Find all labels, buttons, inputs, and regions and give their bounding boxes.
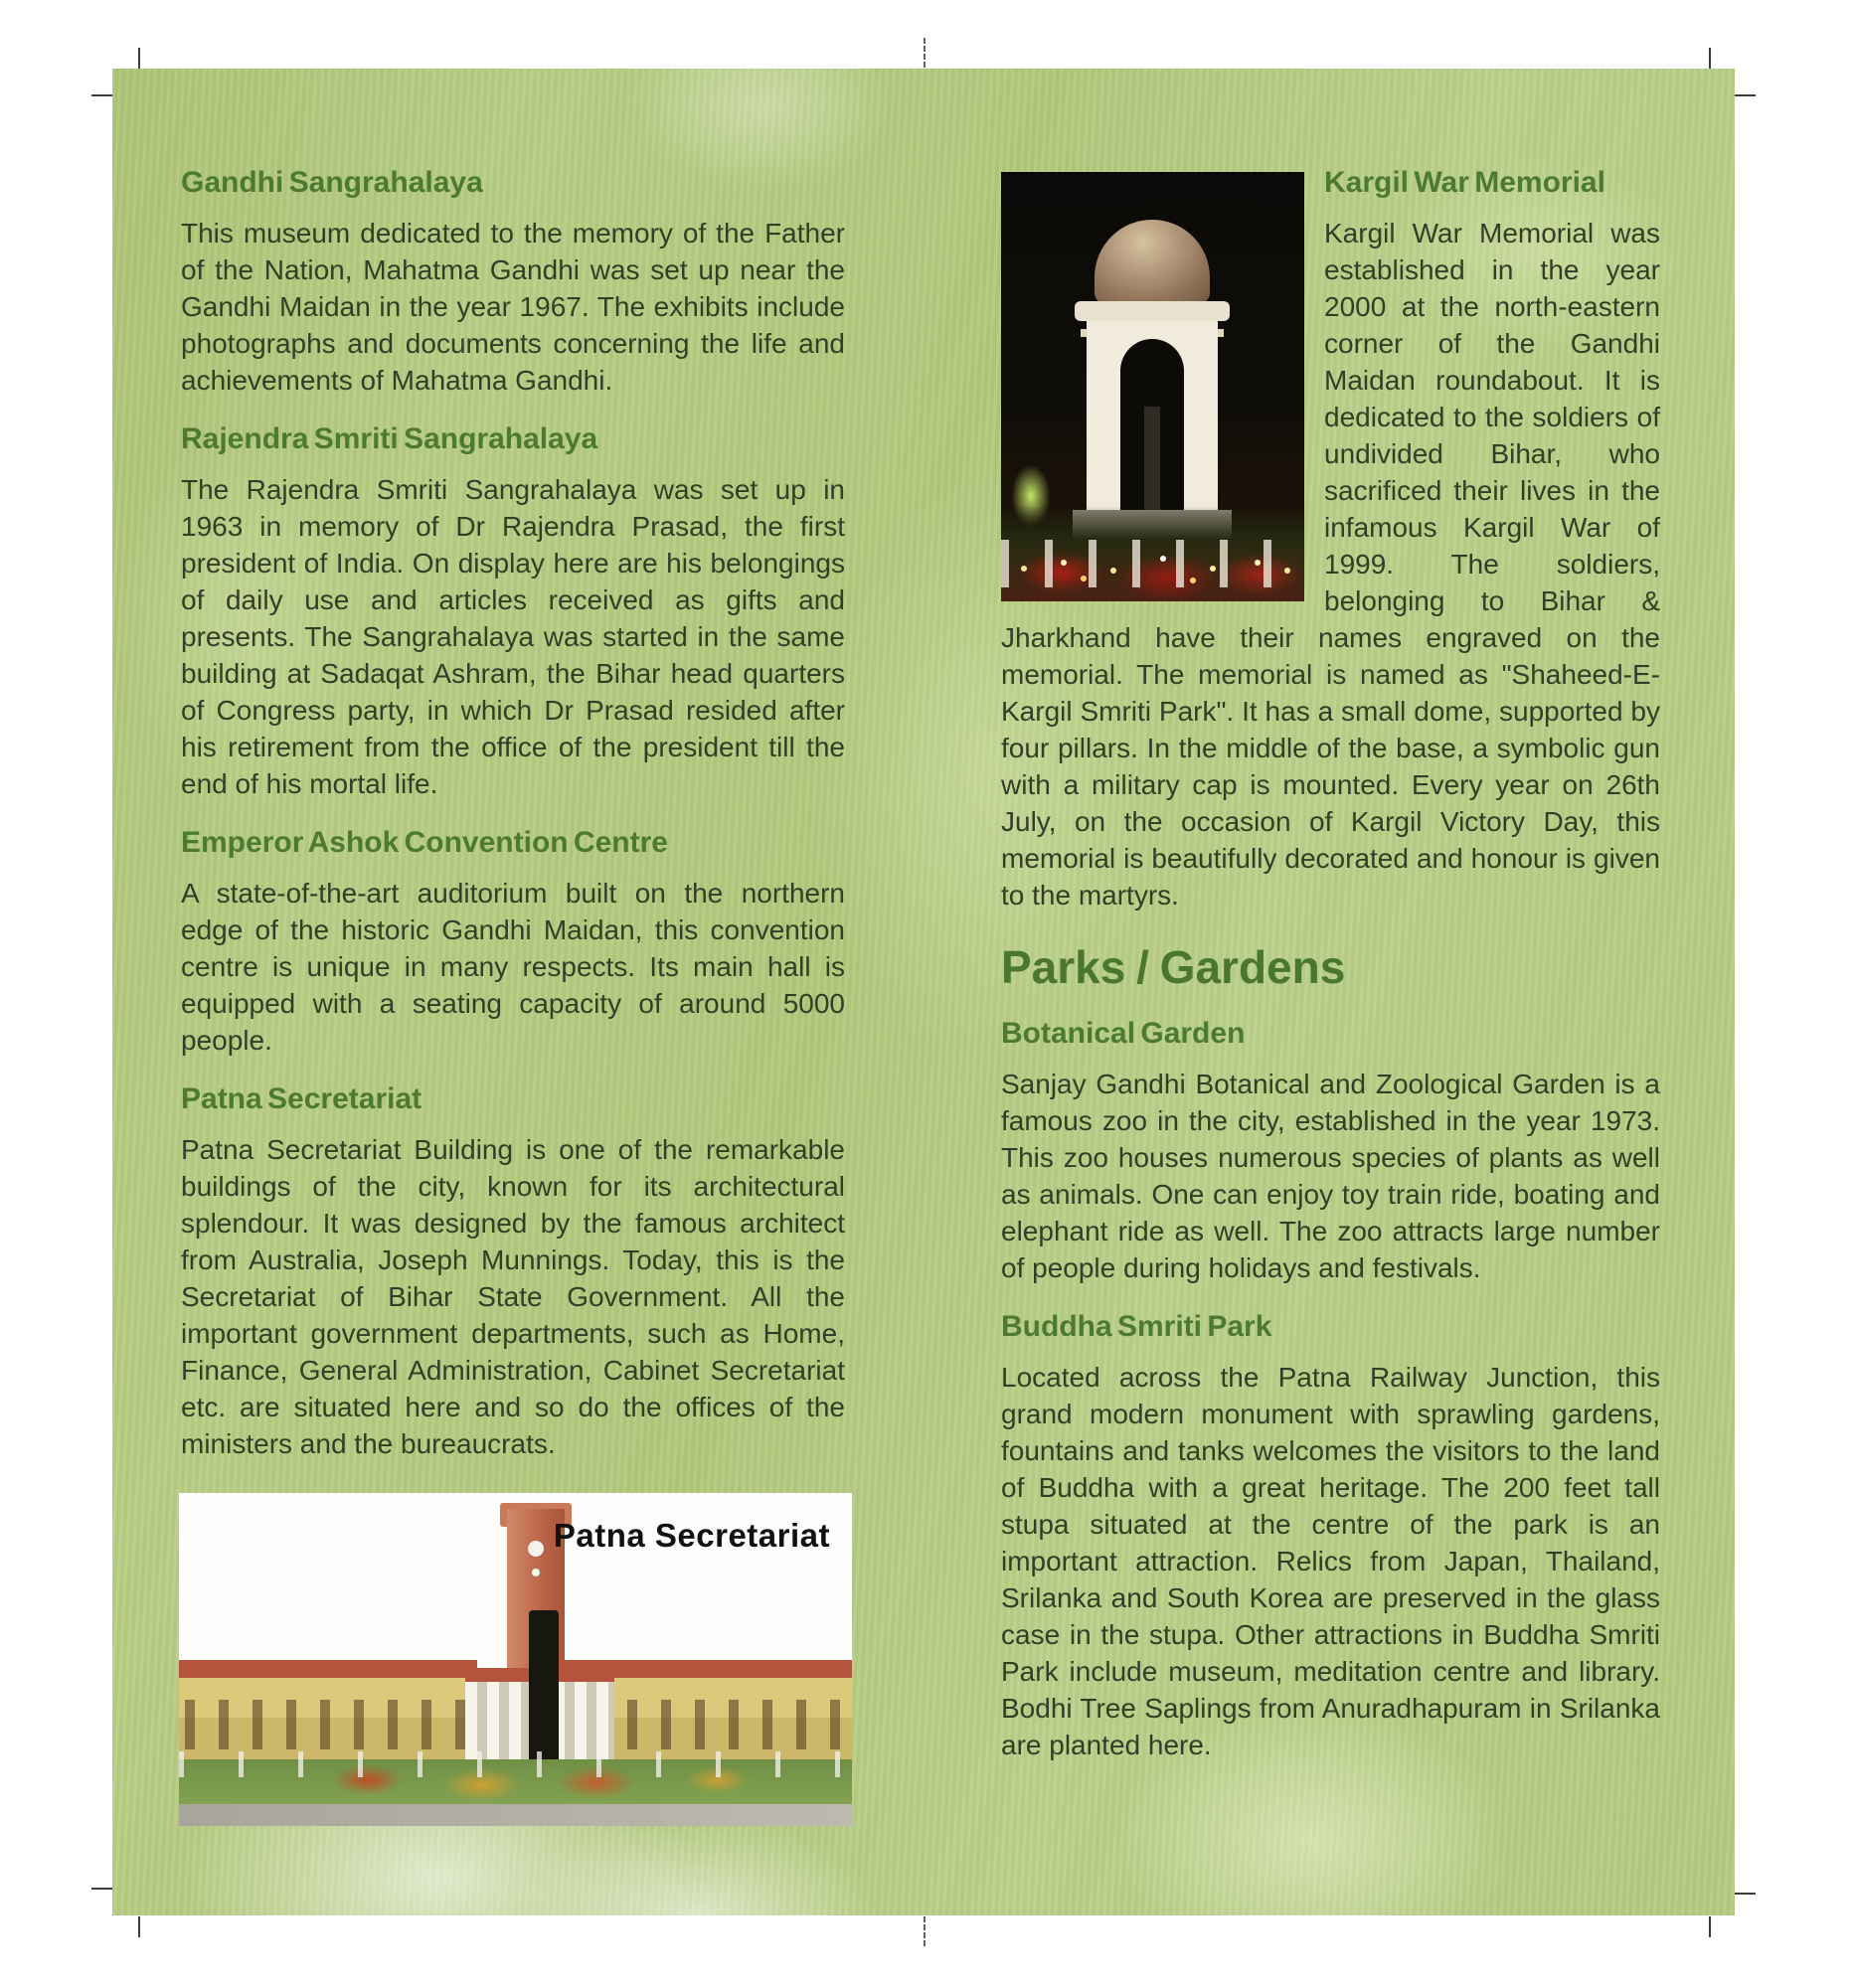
section-body-emperor-ashok: A state-of-the-art auditorium built on the northern edge of the historic Gandhi Maidan, this convention centre is unique in many respects. Its main hall is equipped with a seating capacity of around 5000 people. bbox=[181, 878, 845, 1056]
kargil-dome bbox=[1095, 220, 1210, 303]
page-background bbox=[112, 69, 1735, 1915]
kargil-fence bbox=[1001, 540, 1304, 587]
photo-caption: Patna Secretariat bbox=[553, 1517, 830, 1554]
section-body-buddha-smriti-park: Located across the Patna Railway Junction, this grand modern monument with sprawling gardens, fountains and tanks welcomes the visitors to the land of Buddha with a great heritage. The 200 feet tall stupa situated at the centre of the park is an important attraction. Relics from Japan, Thailand, Srilanka and South Korea are preserved in the glass case in the stupa. Other attractions in Buddha Smriti Park include museum, meditation centre and library. Bodhi Tree Saplings from Anuradhapuram in Srilanka are planted here. bbox=[1001, 1362, 1660, 1760]
section-heading-emperor-ashok: Emperor Ashok Convention Centre bbox=[181, 826, 668, 859]
secretariat-lawn bbox=[179, 1759, 852, 1805]
fold-mark-bottom bbox=[924, 1916, 926, 1946]
kargil-statue bbox=[1144, 407, 1160, 510]
crop-mark-bottom-left-h bbox=[91, 1888, 112, 1890]
crop-mark-top-right-h bbox=[1735, 94, 1756, 96]
section-heading-kargil-war-memorial: Kargil War Memorial bbox=[1324, 166, 1605, 199]
lawn-fence bbox=[179, 1751, 852, 1777]
fold-mark-top bbox=[924, 38, 926, 68]
left-wing-windows bbox=[185, 1700, 471, 1749]
section-body-botanical-garden: Sanjay Gandhi Botanical and Zoological Garden is a famous zoo in the city, established in the year 1973. This zoo houses numerous species of plants as well as animals. One can enjoy toy train ride, boating and elephant ride as well. The zoo attracts large number of people during holidays and festivals. bbox=[1001, 1069, 1660, 1283]
section-heading-botanical-garden: Botanical Garden bbox=[1001, 1017, 1246, 1050]
patna-secretariat-photo bbox=[179, 1493, 852, 1826]
secretariat-left-wing bbox=[179, 1660, 477, 1759]
section-heading-gandhi-sangrahalaya: Gandhi Sangrahalaya bbox=[181, 166, 483, 199]
secretariat-statue bbox=[529, 1610, 559, 1765]
crop-mark-bottom-right-h bbox=[1735, 1893, 1756, 1895]
section-body-kargil-war-memorial: Kargil War Memorial was established in the year 2000 at the north-eastern corner of the Gandhi Maidan roundabout. It is dedicated to the soldiers of undivided Bihar, who sacrificed their lives in the infamous Kargil War of 1999. The soldiers, belonging to Bihar & Jharkhand have their names engraved on the memorial. The memorial is named as "Shaheed-E-Kargil Smriti Park". It has a small dome, supported by four pillars. In the middle of the base, a symbolic gun with a military cap is mounted. Every year on 26th July, on the occasion of Kargil Victory Day, this memorial is beautifully decorated and honour is given to the martyrs. bbox=[1001, 218, 1660, 911]
section-body-rajendra-smriti: The Rajendra Smriti Sangrahalaya was set up in 1963 in memory of Dr Rajendra Prasad, the first president of India. On display here are his belongings of daily use and articles received as gifts and presents. The Sangrahalaya was started in the same building at Sadaqat Ashram, the Bihar head quarters of Congress party, in which Dr Prasad resided after his retirement from the office of the president till the end of his mortal life. bbox=[181, 474, 845, 799]
section-heading-buddha-smriti-park: Buddha Smriti Park bbox=[1001, 1310, 1272, 1343]
parks-gardens-heading: Parks / Gardens bbox=[1001, 941, 1346, 993]
section-body-gandhi-sangrahalaya: This museum dedicated to the memory of the Father of the Nation, Mahatma Gandhi was set up near the Gandhi Maidan in the year 1967. The exhibits include photographs and documents concerning the life and achievements of Mahatma Gandhi. bbox=[181, 218, 845, 396]
kargil-war-memorial-photo bbox=[1001, 172, 1304, 601]
section-heading-rajendra-smriti: Rajendra Smriti Sangrahalaya bbox=[181, 422, 598, 455]
section-body-patna-secretariat: Patna Secretariat Building is one of the remarkable buildings of the city, known for its architectural splendour. It was designed by the famous architect from Australia, Joseph Munnings. Today, this is the Secretariat of Bihar State Government. All the important government departments, such as Home, Finance, General Administration, Cabinet Secretariat etc. are situated here and so do the offices of the ministers and the bureaucrats. bbox=[181, 1134, 845, 1459]
secretariat-road bbox=[179, 1804, 852, 1826]
crop-mark-bottom-left-v bbox=[138, 1916, 140, 1937]
crop-mark-top-left-v bbox=[138, 48, 140, 69]
kargil-cornice bbox=[1075, 301, 1230, 321]
tower-clock bbox=[528, 1541, 544, 1557]
crop-mark-top-left-h bbox=[91, 94, 112, 96]
crop-mark-top-right-v bbox=[1709, 48, 1711, 69]
kargil-lights bbox=[1021, 566, 1027, 572]
crop-mark-bottom-right-v bbox=[1709, 1916, 1711, 1937]
left-column bbox=[181, 164, 845, 1478]
section-heading-patna-secretariat: Patna Secretariat bbox=[181, 1082, 422, 1115]
right-column bbox=[1001, 164, 1660, 1779]
